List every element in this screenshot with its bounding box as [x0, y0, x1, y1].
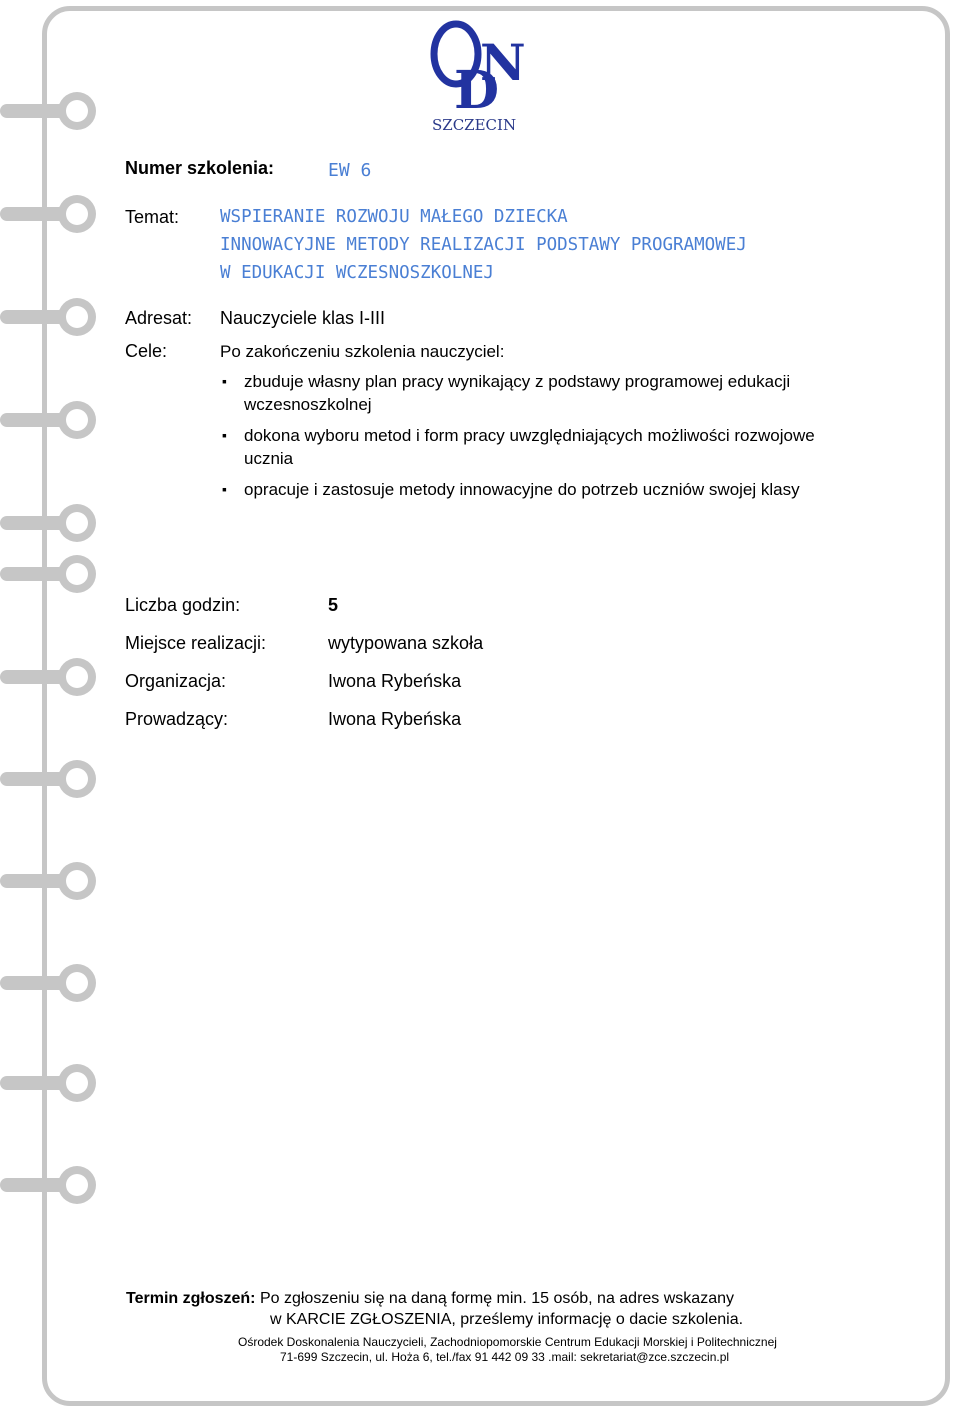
place-value: wytypowana szkoła — [328, 633, 484, 653]
place-label: Miejsce realizacji: — [125, 633, 267, 653]
deadline-text-2: w KARCIE ZGŁOSZENIA, prześlemy informację o dacie szkolenia. — [270, 1311, 744, 1328]
hours-label: Liczba godzin: — [125, 595, 241, 615]
topic-label: Temat: — [125, 207, 180, 227]
binder-ring — [0, 504, 96, 542]
goal-item: ▪ zbuduje własny plan pracy wynikający z podstawy programowej edukacji wczesnoszkolnej — [222, 372, 791, 414]
addressee-label: Adresat: — [125, 308, 193, 328]
topic-line: WSPIERANIE ROZWOJU MAŁEGO DZIECKA — [220, 207, 568, 227]
addressee-value: Nauczyciele klas I-III — [220, 308, 386, 328]
deadline-label: Termin zgłoszeń: — [126, 1290, 256, 1307]
binder-ring — [0, 1064, 96, 1102]
topic-text — [220, 203, 747, 287]
hours-value: 5 — [328, 595, 339, 615]
leader-value: Iwona Rybeńska — [328, 709, 462, 729]
goals-intro: Po zakończeniu szkolenia nauczyciel: — [220, 342, 505, 361]
bullet-icon: ▪ — [222, 427, 227, 443]
logo-city: SZCZECIN — [432, 116, 517, 134]
binder-ring — [0, 1166, 96, 1204]
goals-list — [220, 370, 900, 509]
binder-ring — [0, 964, 96, 1002]
odn-logo — [424, 20, 534, 134]
goal-item: ▪ opracuje i zastosuje metody innowacyjne do potrzeb uczniów swojej klasy — [222, 480, 800, 499]
organization-value: Iwona Rybeńska — [328, 671, 462, 691]
binder-ring — [0, 195, 96, 233]
binder-ring — [0, 760, 96, 798]
course-number-label: Numer szkolenia: — [125, 158, 275, 178]
organization-label: Organizacja: — [125, 671, 227, 691]
course-number-value: EW 6 — [328, 160, 372, 181]
goal-item: ▪ dokona wyboru metod i form pracy uwzględniających możliwości rozwojowe ucznia — [222, 426, 815, 468]
deadline-text: Po zgłoszeniu się na daną formę min. 15 osób, na adres wskazany — [259, 1290, 734, 1307]
institution-name: Ośrodek Doskonalenia Nauczycieli, Zachodniopomorskie Centrum Edukacji Morskiej i Politechnicznej — [238, 1335, 777, 1349]
svg-text:N: N — [480, 33, 526, 92]
binder-ring — [0, 555, 96, 593]
binder-ring — [0, 658, 96, 696]
goals-label: Cele: — [125, 341, 168, 361]
bullet-icon: ▪ — [222, 373, 227, 389]
topic-line: W EDUKACJI WCZESNOSZKOLNEJ — [220, 263, 494, 283]
topic-line: INNOWACYJNE METODY REALIZACJI PODSTAWY PROGRAMOWEJ — [220, 235, 747, 255]
leader-label: Prowadzący: — [125, 709, 229, 729]
binder-ring — [0, 298, 96, 336]
binder-ring — [0, 92, 96, 130]
deadline-line — [126, 1290, 734, 1308]
institution-address: 71-699 Szczecin, ul. Hoża 6, tel./fax 91 442 09 33 .mail: sekretariat@zce.szczecin.pl — [280, 1350, 730, 1364]
binder-ring — [0, 401, 96, 439]
svg-text:D: D — [454, 60, 500, 121]
binder-ring — [0, 862, 96, 900]
bullet-icon: ▪ — [222, 481, 227, 497]
